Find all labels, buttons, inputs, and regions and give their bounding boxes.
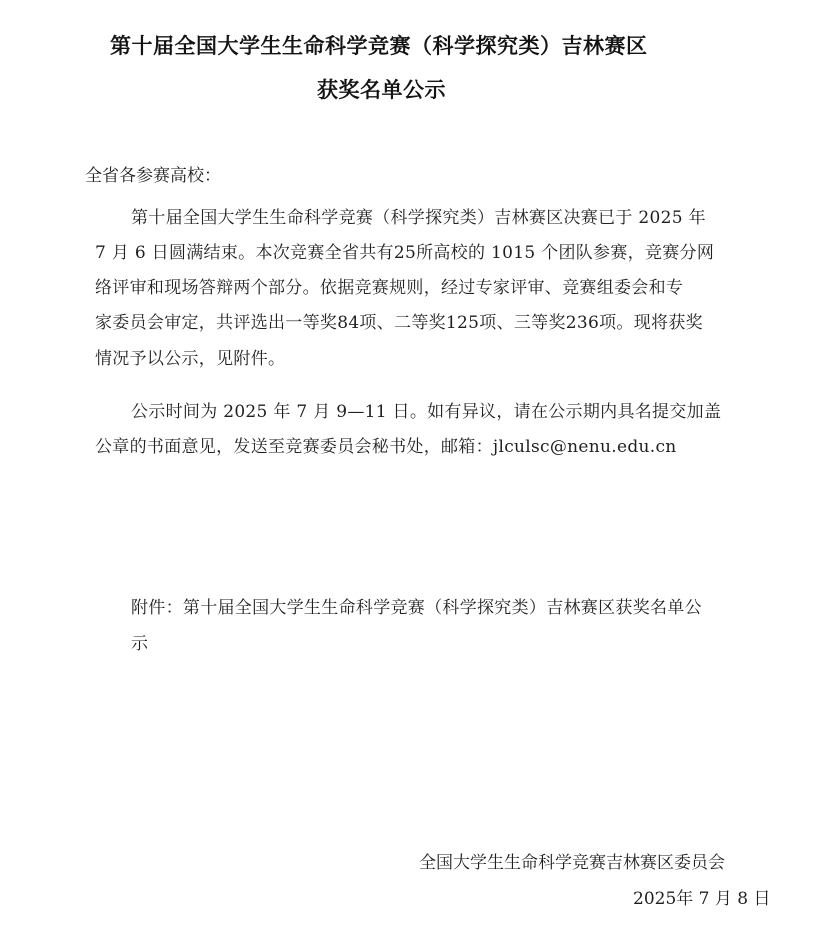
paragraph-line: 家委员会审定，共评选出一等奖84项、二等奖125项、三等奖236项。现将获奖 [95,313,703,333]
attachment-line: 示 [131,634,149,654]
attachment-line: 附件：第十届全国大学生生命科学竞赛（科学探究类）吉林赛区获奖名单公 [131,598,702,618]
signature-organization: 全国大学生生命科学竞赛吉林赛区委员会 [419,853,725,873]
title-line-1: 第十届全国大学生生命科学竞赛（科学探究类）吉林赛区 [110,34,648,58]
signature-date: 2025年 7 月 8 日 [633,889,771,909]
paragraph-line: 第十届全国大学生生命科学竞赛（科学探究类）吉林赛区决赛已于 2025 年 [131,208,706,228]
paragraph-line: 公示时间为 2025 年 7 月 9—11 日。如有异议，请在公示期内具名提交加盖 [131,402,722,422]
paragraph-line: 情况予以公示，见附件。 [95,349,286,369]
paragraph-line: 络评审和现场答辩两个部分。依据竞赛规则，经过专家评审、竞赛组委会和专 [95,278,684,298]
paragraph-line: 公章的书面意见，发送至竞赛委员会秘书处，邮箱：jlculsc@nenu.edu.cn [95,437,677,457]
greeting: 全省各参赛高校： [85,166,221,186]
title-line-2: 获奖名单公示 [317,78,446,102]
paragraph-line: 7 月 6 日圆满结束。本次竞赛全省共有25所高校的 1015 个团队参赛，竞赛分网 [95,243,715,263]
